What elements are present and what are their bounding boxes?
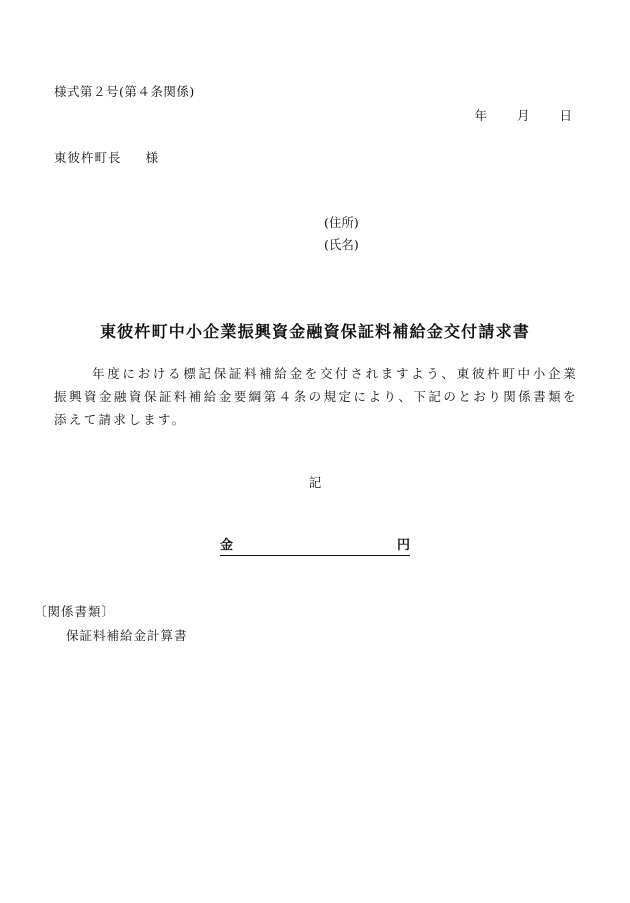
document-title: 東彼杵町中小企業振興資金融資保証料補給金交付請求書 — [99, 322, 530, 341]
amount-suffix: 円 — [396, 538, 410, 553]
related-document-item: 保証料補給金計算書 — [66, 628, 188, 643]
related-documents-heading: 〔関係書類〕 — [34, 604, 116, 619]
date-line — [474, 106, 572, 124]
request-body-text: 年度における標記保証料補給金を交付されますよう、東彼杵町中小企業振興資金融資保証料補給金要綱第４条の規定により、下記のとおり関係書類を添えて請求します。 — [54, 366, 578, 427]
applicant-name-label: (氏名) — [324, 237, 359, 252]
date-day-label: 日 — [559, 108, 572, 123]
form-number: 様式第２号(第４条関係) — [54, 84, 195, 99]
ki-mark: 記 — [308, 475, 322, 490]
addressee-honorific: 様 — [145, 150, 160, 165]
amount-prefix: 金 — [220, 538, 234, 553]
date-year-label: 年 — [474, 108, 487, 123]
addressee — [54, 148, 159, 166]
addressee-name: 東彼杵町長 — [54, 150, 122, 165]
applicant-address-label: (住所) — [324, 215, 359, 230]
amount-line — [220, 538, 410, 556]
date-month-label: 月 — [516, 108, 530, 123]
